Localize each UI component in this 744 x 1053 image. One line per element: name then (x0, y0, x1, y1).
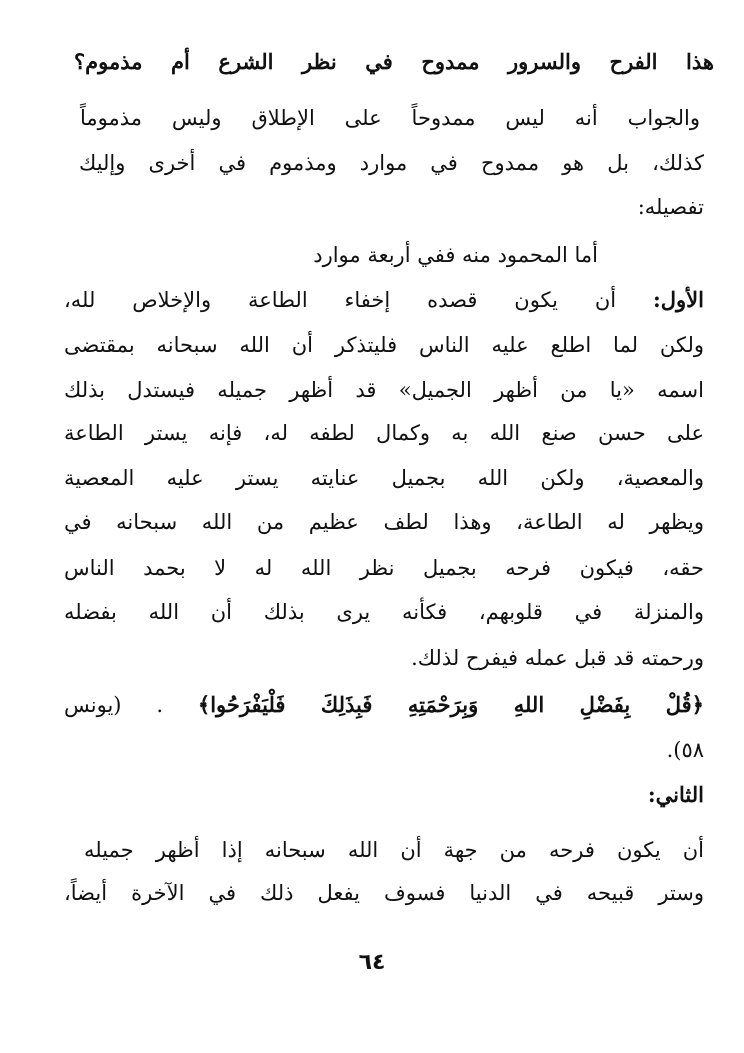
text-line: كذلك، بل هو ممدوح في موارد ومذموم في أخرى وإليك (79, 151, 704, 175)
text-line: وستر قبيحه في الدنيا فسوف يفعل ذلك في الآخرة أيضاً، (64, 881, 704, 905)
question-heading: هذا الفرح والسرور ممدوح في نظر الشرع أم مذموم؟ (74, 49, 714, 74)
quran-verse-line (64, 683, 704, 727)
first-text: أن يكون قصده إخفاء الطاعة والإخلاص لله، (64, 288, 617, 312)
text-line: ورحمته قد قبل عمله فيفرح لذلك. (411, 646, 704, 670)
text-line-first (64, 278, 704, 322)
text-line: ولكن لما اطلع عليه الناس فليتذكر أن الله سبحانه بمقتضى (64, 333, 704, 357)
text-line: ويظهر له الطاعة، وهذا لطف عظيم من الله سبحانه في (64, 510, 704, 534)
text-line: والمنزلة في قلوبهم، فكأنه يرى بذلك أن الله بفضله (64, 600, 704, 624)
verse-reference: . (يونس (64, 693, 164, 717)
second-label: الثاني: (647, 782, 704, 807)
text-line: والمعصية، ولكن الله بجميل عنايته يستر عليه المعصية (64, 466, 704, 490)
text-line: أما المحمود منه ففي أربعة موارد (313, 243, 598, 267)
quran-verse: ﴿قُلْ بِفَضْلِ اللهِ وَبِرَحْمَتِهِ فَبِذَلِكَ فَلْيَفْرَحُوا﴾ (197, 692, 704, 717)
text-line: حقه، فيكون فرحه بجميل نظر الله له لا بحمد الناس (64, 556, 704, 580)
first-label: الأول: (653, 287, 704, 312)
text-line: تفصيله: (637, 195, 704, 219)
text-line: اسمه «يا من أظهر الجميل» قد أظهر جميله فيستدل بذلك (64, 378, 704, 402)
page-number: ٦٤ (358, 950, 386, 975)
verse-reference-number: ٥٨). (666, 738, 704, 762)
text-line: على حسن صنع الله به وكمال لطفه له، فإنه يستر الطاعة (64, 421, 704, 445)
text-line: أن يكون فرحه من جهة أن الله سبحانه إذا أظهر جميله (84, 838, 704, 862)
text-line: والجواب أنه ليس ممدوحاً على الإطلاق وليس مذموماً (80, 106, 700, 130)
